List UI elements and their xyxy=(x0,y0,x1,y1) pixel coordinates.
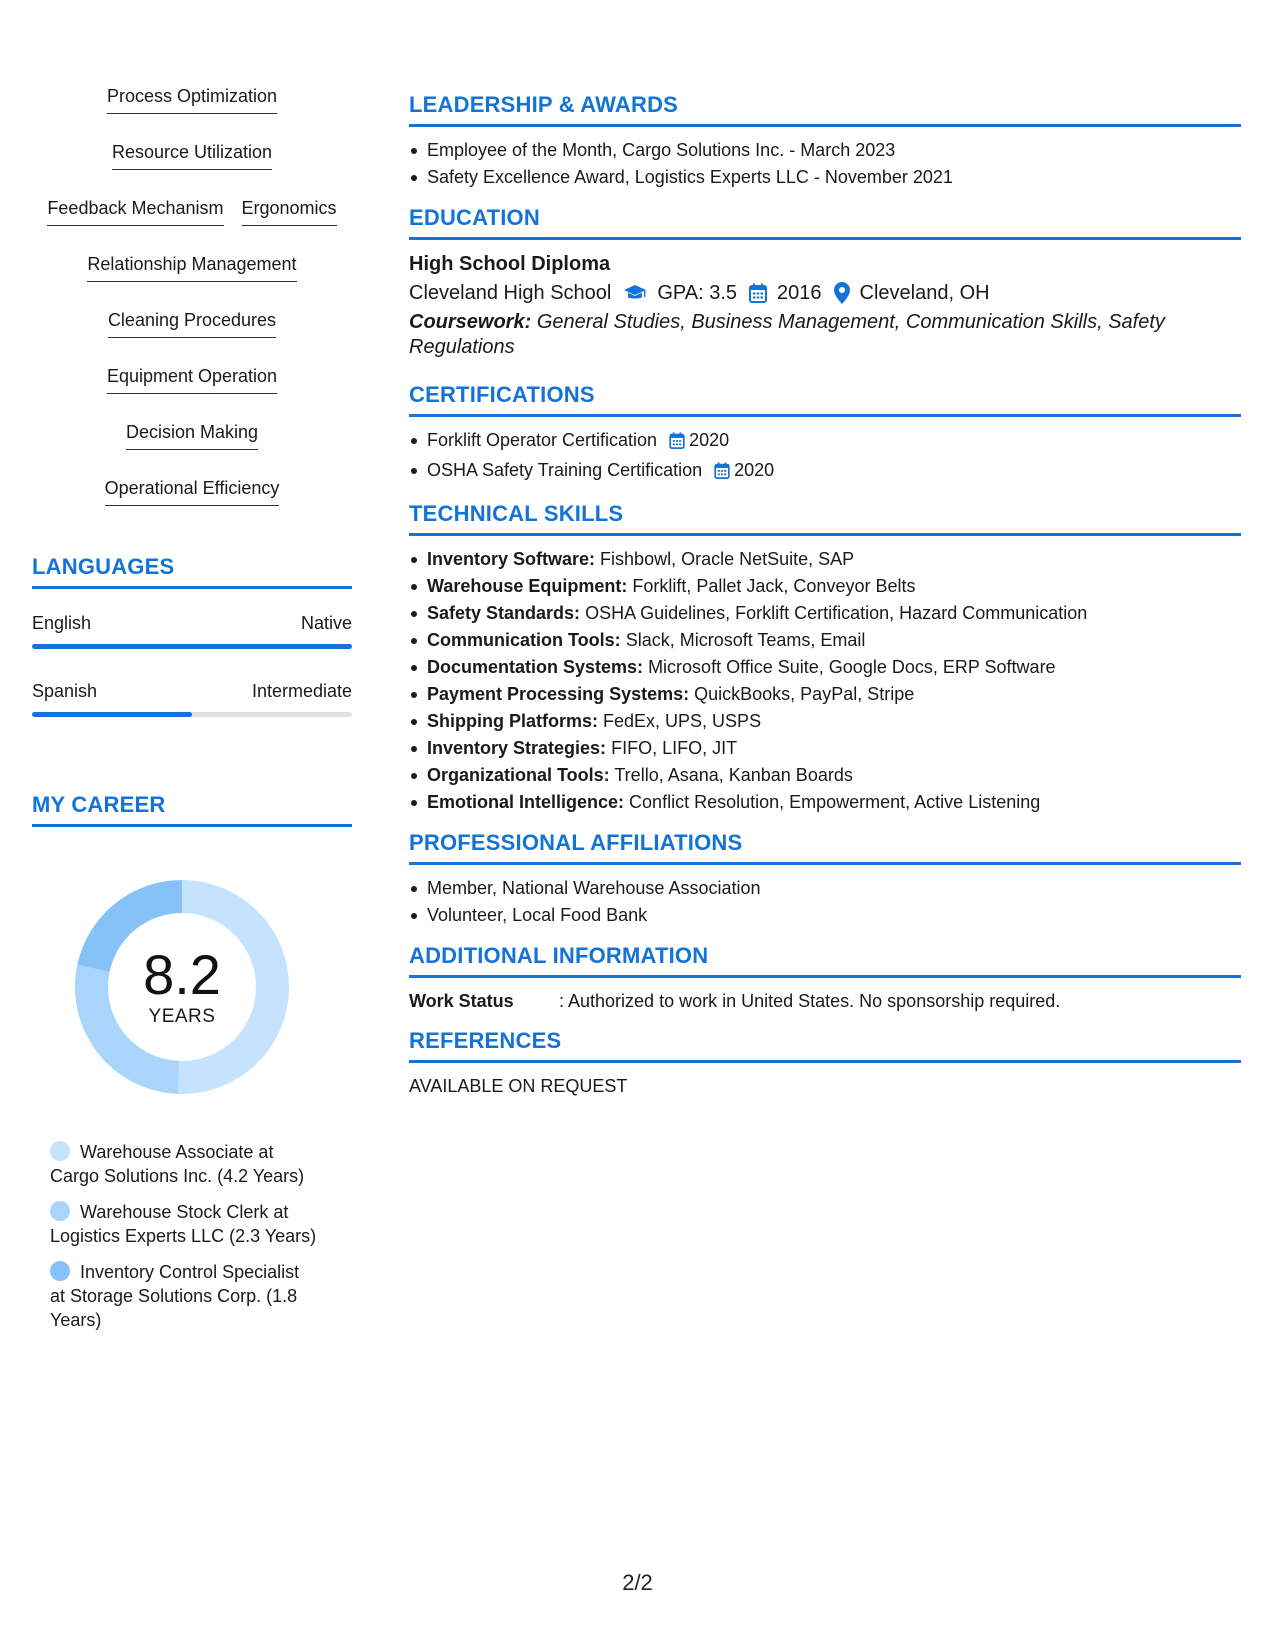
language-level: Intermediate xyxy=(251,681,352,701)
skill-tag: Ergonomics xyxy=(242,196,337,226)
languages-section xyxy=(32,554,352,717)
legend-item xyxy=(50,1200,318,1248)
career-section xyxy=(32,792,352,1332)
legend-label: Inventory Control Specialist at Storage Solutions Corp. (1.8 Years) xyxy=(50,1262,300,1330)
skill-values: FIFO, LIFO, JIT xyxy=(611,738,738,758)
list-item: Volunteer, Local Food Bank xyxy=(409,902,1241,929)
legend-label: Warehouse Associate at Cargo Solutions Inc. (4.2 Years) xyxy=(50,1142,305,1186)
leadership-title: LEADERSHIP & AWARDS xyxy=(409,92,1241,127)
work-status-value: : Authorized to work in United States. No sponsorship required. xyxy=(559,991,1061,1011)
cert-name: OSHA Safety Training Certification xyxy=(427,460,703,480)
language-name: English xyxy=(32,613,92,633)
skill-values: Slack, Microsoft Teams, Email xyxy=(625,630,866,650)
cert-year: 2020 xyxy=(689,430,730,450)
skill-values: Forklift, Pallet Jack, Conveyor Belts xyxy=(632,576,916,596)
references-section xyxy=(409,1028,1241,1099)
coursework-list: General Studies, Business Management, Communication Skills, Safety Regulations xyxy=(409,311,1165,358)
skill-tag: Operational Efficiency xyxy=(105,476,280,506)
skill-values: Fishbowl, Oracle NetSuite, SAP xyxy=(600,549,855,569)
language-name: Spanish xyxy=(32,681,98,701)
list-item xyxy=(409,546,1241,573)
degree: High School Diploma xyxy=(409,253,611,275)
skill-category: Safety Standards: xyxy=(427,603,581,623)
legend-item xyxy=(50,1260,318,1332)
list-item: Member, National Warehouse Association xyxy=(409,875,1241,902)
list-item xyxy=(409,681,1241,708)
skill-values: OSHA Guidelines, Forklift Certification, Hazard Communication xyxy=(585,603,1088,623)
coursework xyxy=(409,310,1241,360)
skill-tag: Resource Utilization xyxy=(112,140,272,170)
career-donut-chart xyxy=(67,872,297,1102)
legend-dot xyxy=(50,1141,70,1161)
left-column xyxy=(32,84,352,1344)
list-item xyxy=(409,427,1241,457)
skill-values: Trello, Asana, Kanban Boards xyxy=(614,765,853,785)
legend-item xyxy=(50,1140,318,1188)
career-unit: YEARS xyxy=(148,1006,216,1027)
calendar-icon xyxy=(714,460,730,487)
affiliations-section xyxy=(409,830,1241,929)
list-item xyxy=(409,708,1241,735)
additional-info-title: ADDITIONAL INFORMATION xyxy=(409,943,1241,978)
calendar-icon xyxy=(669,430,685,457)
career-title: MY CAREER xyxy=(32,792,352,827)
career-legend xyxy=(50,1140,318,1332)
skill-category: Inventory Strategies: xyxy=(427,738,607,758)
legend-label: Warehouse Stock Clerk at Logistics Experts LLC (2.3 Years) xyxy=(50,1202,317,1246)
skill-values: Microsoft Office Suite, Google Docs, ERP Software xyxy=(648,657,1056,677)
skill-category: Emotional Intelligence: xyxy=(427,792,625,812)
list-item xyxy=(409,600,1241,627)
page-number: 2/2 xyxy=(622,1570,653,1595)
skill-category: Documentation Systems: xyxy=(427,657,644,677)
technical-skills-title: TECHNICAL SKILLS xyxy=(409,501,1241,536)
skill-category: Shipping Platforms: xyxy=(427,711,598,731)
language-row xyxy=(32,613,352,634)
skill-category: Warehouse Equipment: xyxy=(427,576,628,596)
list-item xyxy=(409,627,1241,654)
language-bar-fill xyxy=(32,712,192,717)
legend-dot xyxy=(50,1261,70,1281)
cert-name: Forklift Operator Certification xyxy=(427,430,658,450)
list-item xyxy=(409,457,1241,487)
list-item xyxy=(409,573,1241,600)
calendar-icon xyxy=(749,283,767,303)
work-status-label: Work Status xyxy=(409,991,514,1011)
language-bar-fill xyxy=(32,644,352,649)
skill-values: QuickBooks, PayPal, Stripe xyxy=(694,684,915,704)
education-title: EDUCATION xyxy=(409,205,1241,240)
languages-title: LANGUAGES xyxy=(32,554,352,589)
certifications-title: CERTIFICATIONS xyxy=(409,382,1241,417)
skill-category: Communication Tools: xyxy=(427,630,621,650)
coursework-label: Coursework: xyxy=(409,311,532,333)
skill-values: FedEx, UPS, USPS xyxy=(603,711,762,731)
references-text: AVAILABLE ON REQUEST xyxy=(409,1076,628,1096)
location-pin-icon xyxy=(834,282,850,304)
skill-category: Inventory Software: xyxy=(427,549,596,569)
cert-year: 2020 xyxy=(734,460,775,480)
skill-category: Organizational Tools: xyxy=(427,765,610,785)
language-row xyxy=(32,681,352,702)
list-item xyxy=(409,735,1241,762)
language-bar xyxy=(32,712,352,717)
language-bar xyxy=(32,644,352,649)
graduation-year: 2016 xyxy=(777,282,822,304)
school-location: Cleveland, OH xyxy=(859,282,990,304)
additional-info-section xyxy=(409,943,1241,1014)
skill-tag: Feedback Mechanism xyxy=(47,196,223,226)
skill-tag: Process Optimization xyxy=(107,84,277,114)
skill-category: Payment Processing Systems: xyxy=(427,684,690,704)
gpa: GPA: 3.5 xyxy=(657,282,738,304)
skill-tag: Cleaning Procedures xyxy=(108,308,276,338)
right-column xyxy=(409,92,1241,1113)
references-title: REFERENCES xyxy=(409,1028,1241,1063)
skill-values: Conflict Resolution, Empowerment, Active Listening xyxy=(629,792,1041,812)
certifications-section xyxy=(409,382,1241,487)
list-item xyxy=(409,654,1241,681)
leadership-section xyxy=(409,92,1241,191)
skill-tag: Relationship Management xyxy=(87,252,296,282)
list-item: Safety Excellence Award, Logistics Experts LLC - November 2021 xyxy=(409,164,1241,191)
technical-skills-section xyxy=(409,501,1241,816)
list-item xyxy=(409,789,1241,816)
career-total: 8.2 xyxy=(143,943,221,1006)
skills-cloud xyxy=(32,84,352,506)
education-section xyxy=(409,205,1241,360)
list-item: Employee of the Month, Cargo Solutions Inc. - March 2023 xyxy=(409,137,1241,164)
skill-tag: Equipment Operation xyxy=(107,364,277,394)
legend-dot xyxy=(50,1201,70,1221)
graduation-cap-icon xyxy=(623,283,647,303)
skill-tag: Decision Making xyxy=(126,420,258,450)
affiliations-title: PROFESSIONAL AFFILIATIONS xyxy=(409,830,1241,865)
school-name: Cleveland High School xyxy=(409,282,612,304)
language-level: Native xyxy=(300,613,352,633)
list-item xyxy=(409,762,1241,789)
